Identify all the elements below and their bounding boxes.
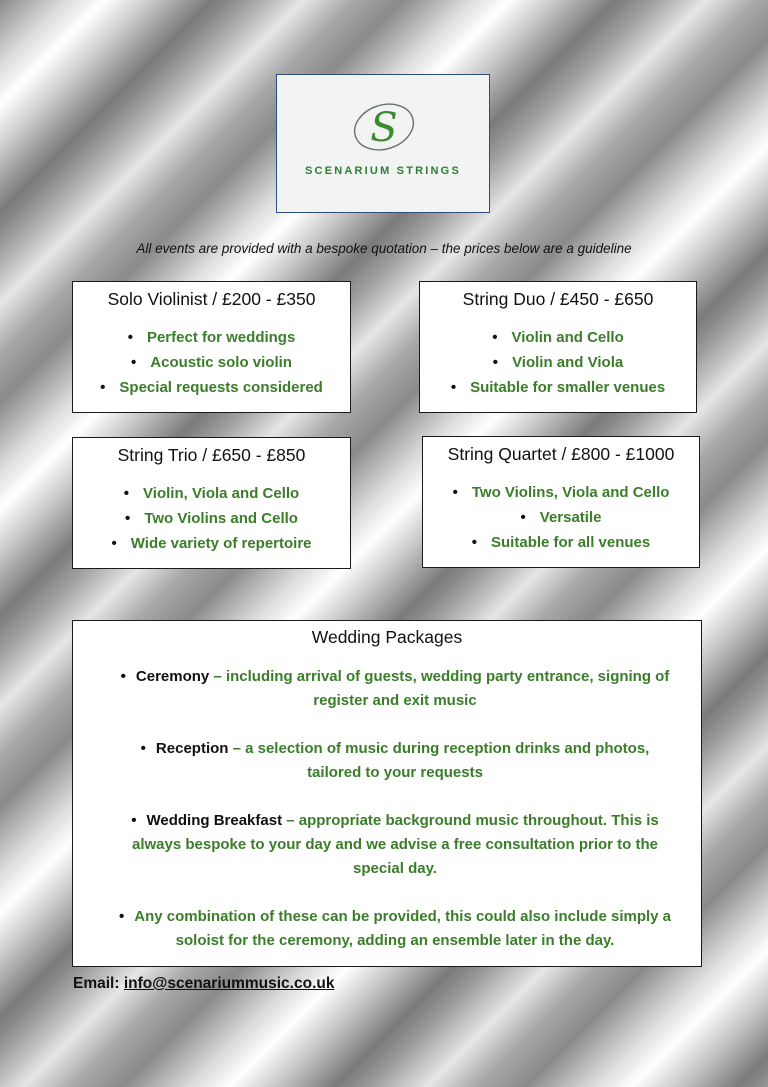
wedding-packages-panel <box>72 620 702 967</box>
list-item: • Violin, Viola and Cello <box>73 481 350 506</box>
package-item-reception <box>103 737 687 785</box>
pricing-tagline: All events are provided with a bespoke quotation – the prices below are a guideline <box>136 241 632 256</box>
list-item: • Two Violins and Cello <box>73 506 350 531</box>
list-item: • Perfect for weddings <box>73 325 350 350</box>
package-desc-cont: tailored to your requests <box>307 764 483 781</box>
package-desc: Any combination of these can be provided, this could also include simply a <box>134 908 672 925</box>
brand-name: SCENARIUM STRINGS <box>305 165 461 177</box>
list-item: • Special requests considered <box>73 375 350 400</box>
package-item-wedding-breakfast <box>103 809 687 881</box>
packages-title: Wedding Packages <box>311 627 463 647</box>
service-card-string-trio <box>72 437 351 569</box>
package-item-combination <box>103 905 687 953</box>
package-desc-cont: special day. <box>353 860 437 877</box>
service-card-string-quartet <box>422 436 700 568</box>
service-feature-list <box>73 325 350 400</box>
list-item: • Suitable for all venues <box>423 530 699 555</box>
list-item: • Violin and Cello <box>420 325 696 350</box>
package-desc-cont: soloist for the ceremony, adding an ensemble later in the day. <box>175 932 615 949</box>
service-title: String Trio / £650 - £850 <box>117 445 306 465</box>
package-desc: – a selection of music during reception drinks and photos, <box>228 740 650 757</box>
bullet-icon: • <box>140 740 146 757</box>
bullet-icon: • <box>120 668 126 685</box>
list-item: • Suitable for smaller venues <box>420 375 696 400</box>
service-card-solo-violinist <box>72 281 351 413</box>
service-feature-list <box>73 481 350 556</box>
package-desc: – appropriate background music throughout. This is <box>282 812 659 829</box>
package-desc-cont: always bespoke to your day and we advise a free consultation prior to the <box>132 836 658 853</box>
package-key: Ceremony <box>135 668 210 685</box>
logo-monogram-letter: S <box>370 105 398 151</box>
email-label: Email: <box>73 975 124 992</box>
service-feature-list <box>420 325 696 400</box>
scenarium-monogram-logo <box>352 97 416 157</box>
package-item-ceremony <box>103 665 687 713</box>
contact-email-line <box>73 975 334 993</box>
package-desc-cont: register and exit music <box>313 692 477 709</box>
service-title: Solo Violinist / £200 - £350 <box>107 289 316 309</box>
package-desc: – including arrival of guests, wedding party entrance, signing of <box>209 668 670 685</box>
package-key: Wedding Breakfast <box>146 812 283 829</box>
bullet-icon: • <box>118 908 125 925</box>
list-item: • Wide variety of repertoire <box>73 531 350 556</box>
list-item: • Acoustic solo violin <box>73 350 350 375</box>
list-item: • Two Violins, Viola and Cello <box>423 480 699 505</box>
list-item: • Violin and Viola <box>420 350 696 375</box>
service-title: String Quartet / £800 - £1000 <box>447 444 675 464</box>
email-link[interactable]: info@scenariummusic.co.uk <box>123 975 335 992</box>
service-title: String Duo / £450 - £650 <box>462 289 654 309</box>
logo-panel <box>276 74 490 213</box>
service-feature-list <box>423 480 699 555</box>
list-item: • Versatile <box>423 505 699 530</box>
bullet-icon: • <box>131 812 137 829</box>
package-key: Reception <box>155 740 229 757</box>
service-card-string-duo <box>419 281 697 413</box>
